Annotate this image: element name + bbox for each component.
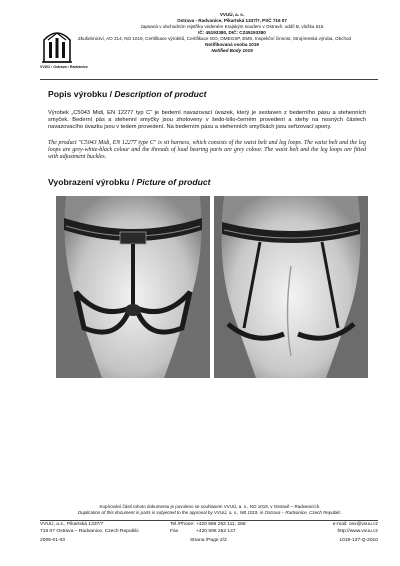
picture-heading [48,177,211,187]
footer-address-2: 716 07 Ostrava – Radvanice, Czech Republic [40,529,139,534]
footer-page-number: Strana /Page 2/2 [190,538,227,543]
description-heading-en: Description of product [114,89,207,99]
footer-address-1: VVUÚ, a.s., Pikartská 1337/7 [40,522,104,527]
letterhead [78,12,382,54]
footer-website[interactable]: http://www.vvuu.cz [337,529,378,534]
footer-document-number: 1019-137-Q-2010 [339,538,378,543]
harness-back-photo [214,196,368,378]
footer-rule [40,520,378,521]
footer-email[interactable]: e-mail: osv@vvuu.cz [332,522,378,527]
org-accreditation: Zkušebnictví, AO 214, NO 1019, Certifikace výrobků, Certifikace ISO, OMEGSP, EMS, Inspekční činnost, Strojírenská výroba, Obchod [78,36,352,41]
copy-note-cz: Kopírování částí tohoto dokumentu je povoleno se souhlasem VVUÚ, a. s., NO 1019, v Ostravě – Radvanicích. [99,504,321,509]
notified-body-en: Notified Body 1019 [211,48,253,53]
footer-fax: +420 596 252 147 [196,529,236,534]
org-ids: IČ: 45193380, DIČ: CZ45193380 [198,30,266,35]
description-text-en: The product "C5043 Midi, EN 12277 type C" is sit harness, which consists of the waist belt and leg loops. The waist belt and the leg loops are grey-white-black colour and the threads of load bearing parts are grey colour. The waist belt and the leg loops are fitted with adjustment buckles. [48,140,366,161]
picture-heading-cz: Vyobrazení výrobku / [48,177,137,187]
footer-date: 2005-01-03 [40,538,66,543]
org-name: VVUÚ, a. s. [219,12,245,17]
description-heading-cz: Popis výrobku / [48,89,115,99]
description-text-cz: Výrobek „C5043 Midi, EN 12277 typ C“ je bederní navazovací úvazek, který je sestaven z bederního pásu a stehenních smyček. Bederní pás a stehenní smyčky jsou zhotoveny v šedo-bílo-černém provedení a stehy na nosných částech navazovacího úvazku jsou v tedem provedení. Na bederním pásu a stehenních smyčkách jsou seřizovací spony. [48,110,366,131]
org-register: zapsaná v obchodním rejstříku vedeném Krajským soudem v Ostravě, oddíl B, vložka 515 [140,24,324,29]
picture-heading-en: Picture of product [136,177,211,187]
footer-fax-label: Fax [170,529,179,534]
company-logo [40,26,88,78]
institute-emblem-icon [40,26,74,64]
logo-caption: VVUÚ • Ostrava • Radvanice [40,65,88,69]
notified-body-cz: Notifikovaná osoba 1019 [205,42,259,47]
footer-phone: Tel./Phone: +420 596 252 111, 268 [170,522,246,527]
copy-note-en: Duplication of this document in parts is subjected to the approval by VVUÚ, a. s., NB 1019, in Ostrava – Radvanice, Czech Republic. [78,510,342,515]
harness-front-photo [56,196,210,378]
org-address: Ostrava - Radvanice, Pikartská 1337/7, PSČ 716 07 [177,18,287,23]
description-heading [48,89,207,99]
header-rule [40,79,378,80]
